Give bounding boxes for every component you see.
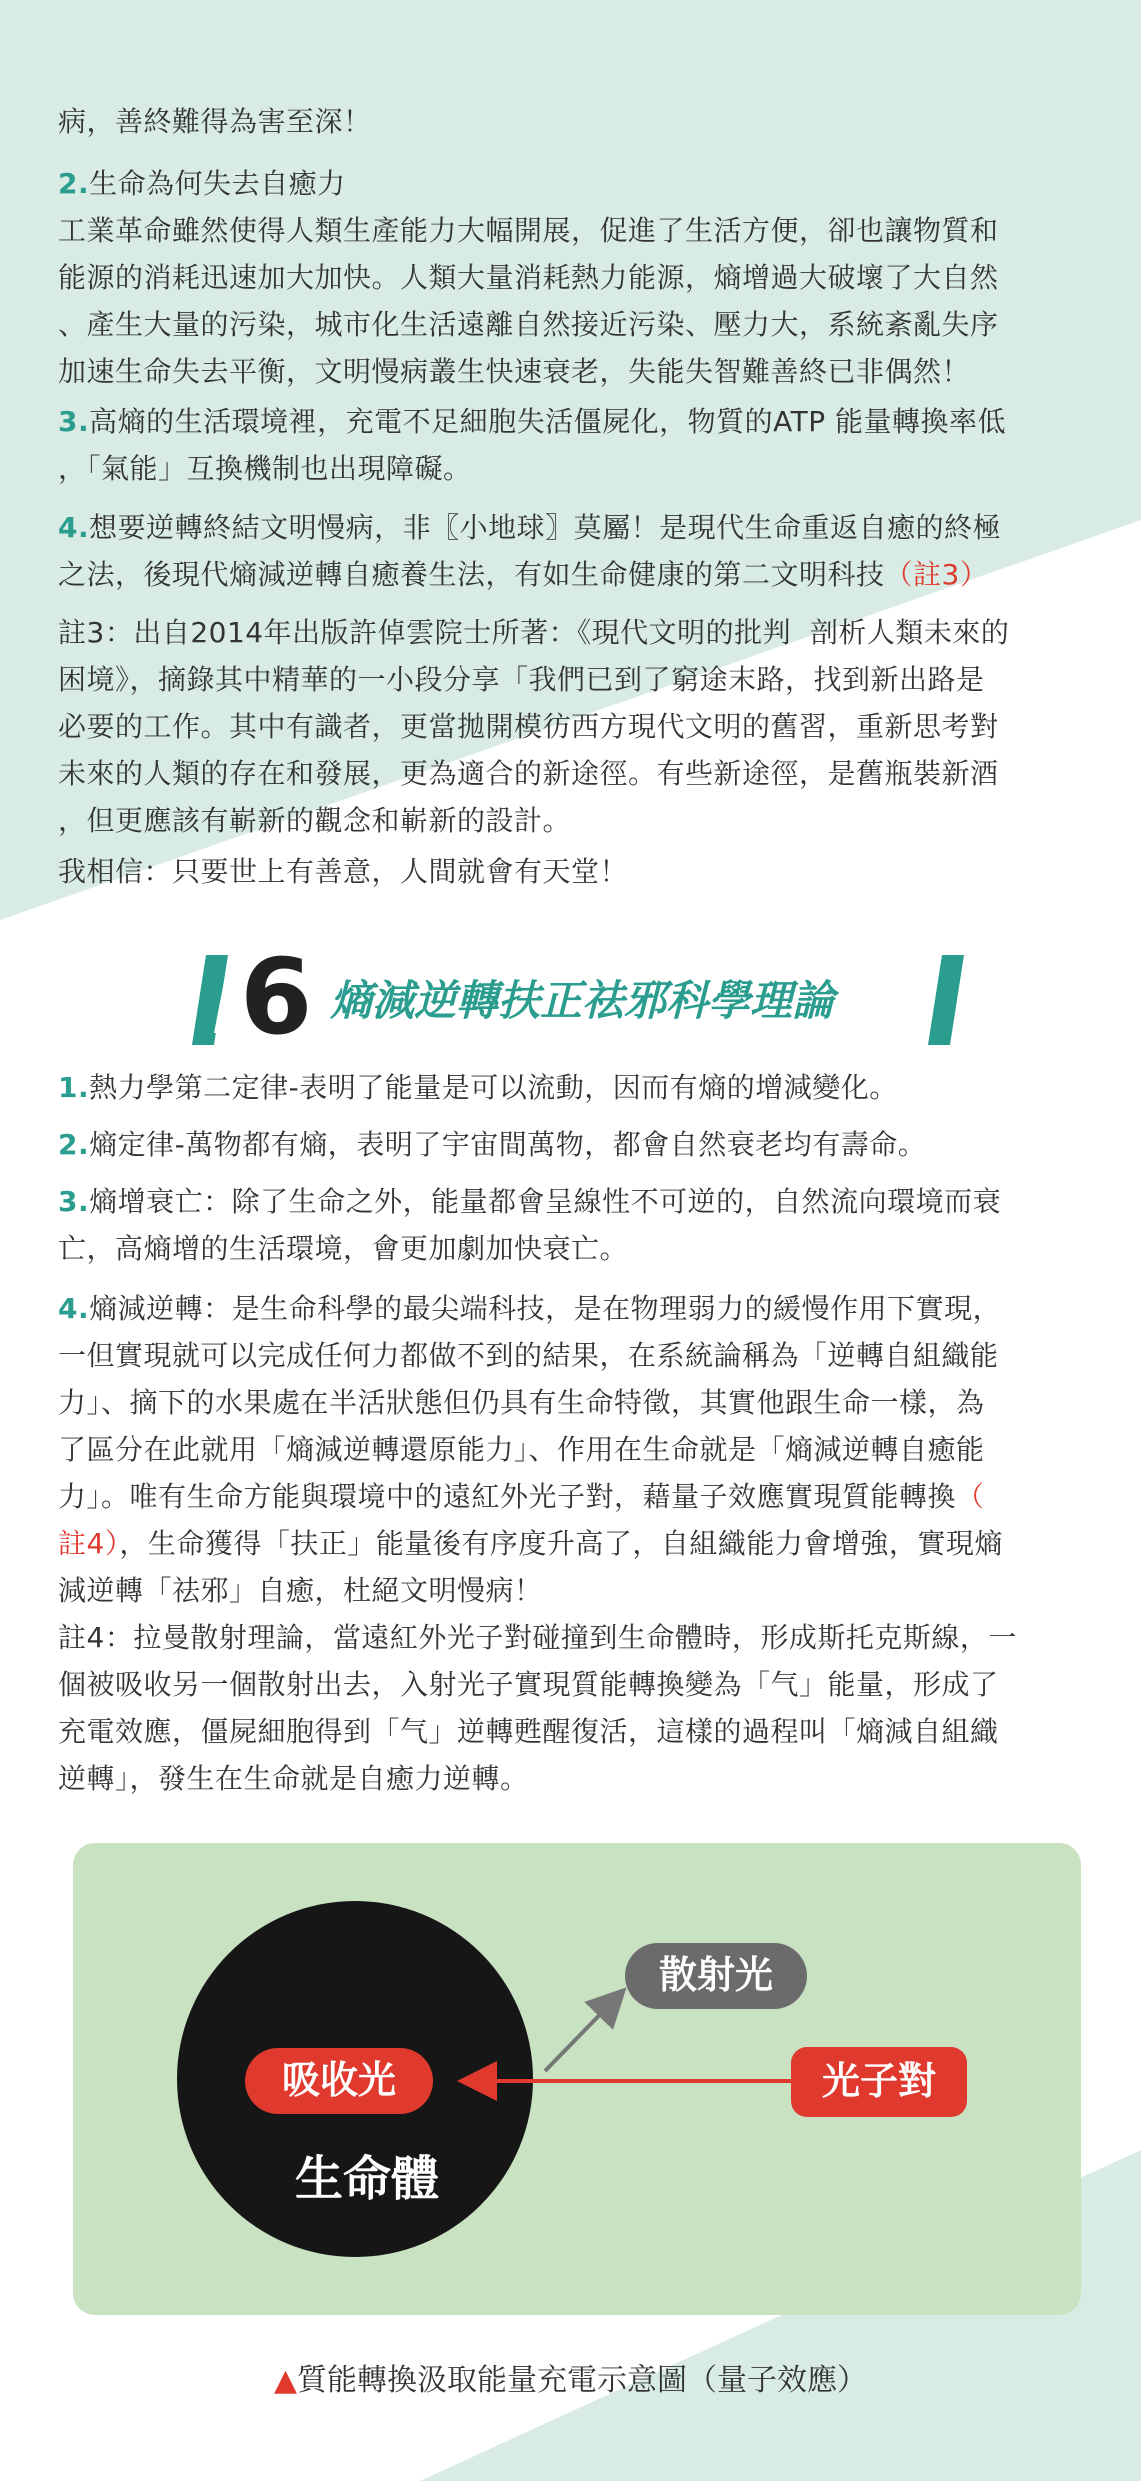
caption-text: 質能轉換汲取能量充電示意圖（量子效應） [297,2363,868,2398]
point-title: 生命為何失去自癒力 [89,167,346,200]
point-text: 熱力學第二定律-表明了能量是可以流動，因而有熵的增減變化。 [89,1071,898,1104]
point-number: 3. [58,1185,90,1218]
note-ref: （註3） [884,558,989,591]
absorb-label: 吸收光 [281,2058,397,2102]
quantum-diagram [73,1843,1081,2315]
note-4: 註4：拉曼散射理論，當遠紅外光子對碰撞到生命體時，形成斯托克斯線，一 個被吸收另一個散射出去，入射光子實現質能轉換變為「气」能量，形成了 充電效應，僵屍細胞得到「气」逆轉甦醒復活，這樣的過程叫「熵減自組織 逆轉」，發生在生命就是自癒力逆轉。 [58,1621,1017,1795]
point-text: 熵增衰亡：除了生命之外，能量都會呈線性不可逆的，自然流向環境而衰 亡，高熵增的生活環境，會更加劇加快衰亡。 [58,1185,1002,1265]
note-ref: （ 註4） [58,1480,985,1560]
point-number: 3. [58,405,90,438]
point-text-b: ，生命獲得「扶正」能量後有序度升高了，自組織能力會增強，實現熵 減逆轉「祛邪」自癒，杜絕文明慢病！ [58,1527,1003,1607]
point-body: 工業革命雖然使得人類生產能力大幅開展，促進了生活方便，卻也讓物質和 能源的消耗迅速加大加快。人類大量消耗熱力能源，熵增過大破壞了大自然 、產生大量的污染，城市化生活遠離自然接近污染、壓力大，系統紊亂失序 加速生命失去平衡，文明慢病叢生快速衰老，失能失智難善終已非偶然！ [58,214,999,388]
point-text: 高熵的生活環境裡，充電不足細胞失活僵屍化，物質的ATP 能量轉換率低 ，「氣能」互換機制也出現障礙。 [58,405,1006,485]
intro-line: 病，善終難得為害至深！ [58,105,372,138]
triangle-icon: ▲ [273,2363,298,2398]
theory-1 [58,1064,1088,1111]
scatter-label: 散射光 [658,1953,774,1997]
point-number: 2. [58,167,90,200]
theory-2 [58,1121,1088,1168]
diagram-canvas [73,1843,1081,2315]
theory-4 [58,1285,1088,1614]
point-number: 1. [58,1071,90,1104]
life-label: 生命體 [294,2151,440,2207]
section-title: 熵減逆轉扶正祛邪科學理論 [330,976,835,1025]
point-number: 2. [58,1128,90,1161]
point-text: 熵定律-萬物都有熵，表明了宇宙間萬物，都會自然衰老均有壽命。 [89,1128,927,1161]
point-number: 4. [58,511,90,544]
theory-3 [58,1178,1088,1272]
diagram-caption [0,2355,1141,2399]
point-text-a: 熵減逆轉：是生命科學的最尖端科技，是在物理弱力的緩慢作用下實現， 一但實現就可以完成任何力都做不到的結果，在系統論稱為「逆轉自組織能 力」、摘下的水果處在半活狀態但仍具有生命特徵，其實他跟生命一樣，為 了區分在此就用「熵減逆轉還原能力」、作用在生命就是「熵減逆轉自癒能 力」。唯有生命方能與環境中的遠紅外光子對，藉量子效應實現質能轉換 [58,1292,1002,1513]
section-header [190,945,970,1055]
photon-label: 光子對 [821,2059,937,2103]
point-2 [58,160,1088,395]
point-4 [58,504,1088,598]
point-number: 4. [58,1292,90,1325]
scatter-arrow [545,1993,621,2071]
section-number: 6 [240,945,313,1055]
point-3 [58,398,1088,492]
point-text: 想要逆轉終結文明慢病，非〖小地球〗莫屬！是現代生命重返自癒的終極 之法，後現代熵減逆轉自癒養生法，有如生命健康的第二文明科技 [58,511,1002,591]
belief-line: 我相信：只要世上有善意，人間就會有天堂！ [58,855,629,888]
note-3: 註3：出自2014年出版許倬雲院士所著：《現代文明的批判 剖析人類未來的 困境》，摘錄其中精華的一小段分享「我們已到了窮途末路，找到新出路是 必要的工作。其中有識者，更當拋開模彷西方現代文明的舊習，重新思考對 未來的人類的存在和發展，更為適合的新途徑。有些新途徑，是舊瓶裝新酒 ，但更應該有嶄新的觀念和嶄新的設計。 [58,616,1010,837]
